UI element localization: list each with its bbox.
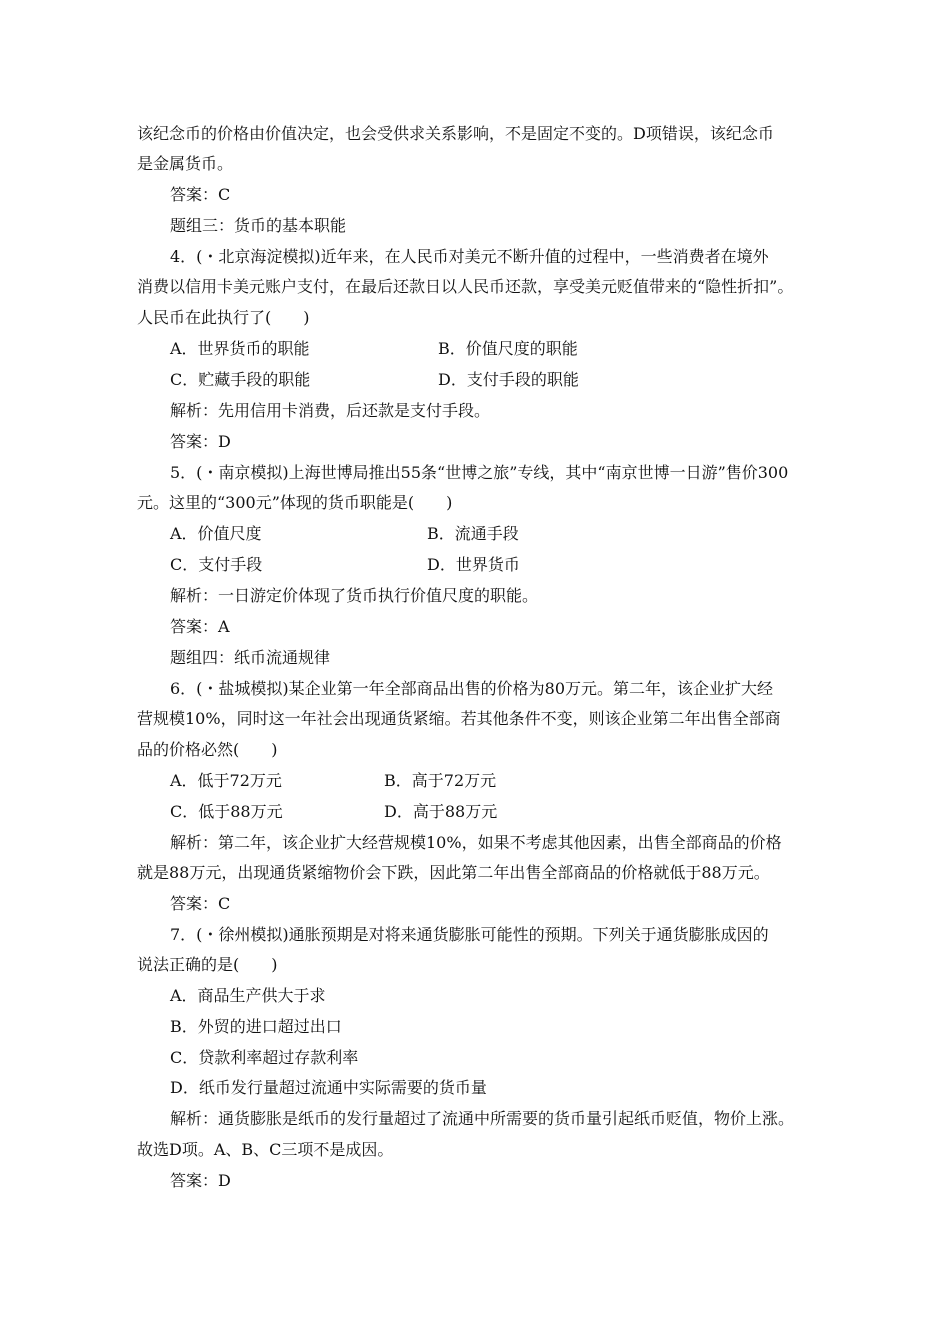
q6-option-a: A．低于72万元 (170, 771, 282, 790)
q4-stem-line-2: 消费以信用卡美元账户支付，在最后还款日以人民币还款，享受美元贬值带来的“隐性折扣”。 (137, 277, 794, 296)
q4-stem-line-3: 人民币在此执行了( ) (137, 308, 310, 327)
q5-answer: 答案：A (170, 617, 230, 636)
q6-stem-line-3: 品的价格必然( ) (137, 740, 278, 759)
q6-option-b: B．高于72万元 (384, 771, 497, 790)
q5-stem-line-1: 5．(・南京模拟)上海世博局推出55条“世博之旅”专线，其中“南京世博一日游”售价300 (170, 463, 789, 482)
q4-option-c: C．贮藏手段的职能 (170, 370, 311, 389)
q6-stem-line-2: 营规模10%，同时这一年社会出现通货紧缩。若其他条件不变，则该企业第二年出售全部商 (137, 709, 781, 728)
q4-stem-line-1: 4．(・北京海淀模拟)近年来，在人民币对美元不断升值的过程中，一些消费者在境外 (170, 247, 769, 266)
q7-analysis-line-2: 故选D项。A、B、C三项不是成因。 (137, 1140, 394, 1159)
q7-option-d: D．纸币发行量超过流通中实际需要的货币量 (170, 1078, 487, 1097)
q4-analysis: 解析：先用信用卡消费，后还款是支付手段。 (170, 401, 491, 420)
q6-stem-line-1: 6．(・盐城模拟)某企业第一年全部商品出售的价格为80万元。第二年，该企业扩大经 (170, 679, 774, 698)
q4-option-a: A．世界货币的职能 (170, 339, 310, 358)
q7-option-a: A．商品生产供大于求 (170, 986, 326, 1005)
intro-text-line-1: 该纪念币的价格由价值决定，也会受供求关系影响，不是固定不变的。D项错误，该纪念币 (137, 124, 774, 143)
q4-option-d: D．支付手段的职能 (438, 370, 579, 389)
group3-title: 题组三：货币的基本职能 (170, 216, 347, 235)
q7-stem-line-1: 7．(・徐州模拟)通胀预期是对将来通货膨胀可能性的预期。下列关于通货膨胀成因的 (170, 925, 769, 944)
q6-answer: 答案：C (170, 894, 231, 913)
q6-option-d: D．高于88万元 (384, 802, 498, 821)
intro-text-line-2: 是金属货币。 (137, 154, 234, 173)
q5-stem-line-2: 元。这里的“300元”体现的货币职能是( ) (137, 493, 453, 512)
intro-answer: 答案：C (170, 185, 231, 204)
q5-option-c: C．支付手段 (170, 555, 263, 574)
q7-option-c: C．贷款利率超过存款利率 (170, 1048, 359, 1067)
q6-option-c: C．低于88万元 (170, 802, 283, 821)
q7-option-b: B．外贸的进口超过出口 (170, 1017, 342, 1036)
q5-analysis: 解析：一日游定价体现了货币执行价值尺度的职能。 (170, 586, 539, 605)
q6-analysis-line-1: 解析：第二年，该企业扩大经营规模10%，如果不考虑其他因素，出售全部商品的价格 (170, 833, 782, 852)
q4-answer: 答案：D (170, 432, 231, 451)
q6-analysis-line-2: 就是88万元，出现通货紧缩物价会下跌，因此第二年出售全部商品的价格就低于88万元。 (137, 863, 770, 882)
group4-title: 题组四：纸币流通规律 (170, 648, 331, 667)
q7-analysis-line-1: 解析：通货膨胀是纸币的发行量超过了流通中所需要的货币量引起纸币贬值，物价上涨。 (170, 1109, 795, 1128)
q5-option-b: B．流通手段 (427, 524, 519, 543)
q4-option-b: B．价值尺度的职能 (438, 339, 578, 358)
q5-option-a: A．价值尺度 (170, 524, 262, 543)
q7-stem-line-2: 说法正确的是( ) (137, 955, 278, 974)
q5-option-d: D．世界货币 (427, 555, 520, 574)
q7-answer: 答案：D (170, 1171, 231, 1190)
